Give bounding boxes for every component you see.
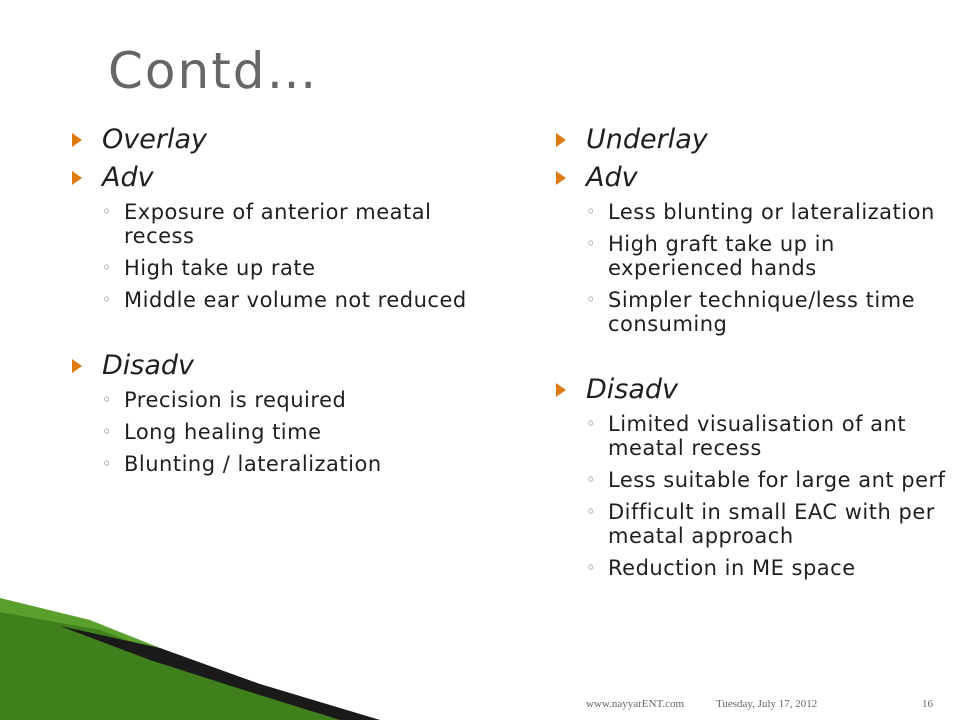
item-text: High take up rate	[124, 256, 316, 280]
ring-bullet-icon: ◦	[586, 502, 596, 521]
list-item	[72, 288, 472, 312]
heading-text: Adv	[586, 162, 638, 193]
slide-title: Contd…	[108, 42, 319, 100]
item-text: Simpler technique/less time consuming	[608, 288, 916, 336]
bullet-arrow-icon	[556, 383, 566, 397]
list-item	[72, 452, 472, 476]
list-item	[556, 556, 946, 580]
left-column	[72, 124, 472, 484]
ring-bullet-icon: ◦	[102, 454, 112, 473]
item-text: Exposure of anterior meatal recess	[124, 200, 432, 248]
heading-text: Disadv	[102, 350, 195, 381]
list-item	[556, 288, 946, 336]
item-text: Less suitable for large ant perf	[608, 468, 946, 492]
heading-text: Overlay	[102, 124, 207, 155]
bullet-arrow-icon	[72, 133, 82, 147]
ring-bullet-icon: ◦	[586, 470, 596, 489]
bullet-arrow-icon	[556, 171, 566, 185]
list-item	[556, 412, 946, 460]
bullet-arrow-icon	[556, 133, 566, 147]
list-item	[72, 420, 472, 444]
heading-text: Adv	[102, 162, 154, 193]
item-text: High graft take up in experienced hands	[608, 232, 835, 280]
ring-bullet-icon: ◦	[102, 290, 112, 309]
footer-website: www.nayyarENT.com	[586, 698, 685, 710]
item-text: Less blunting or lateralization	[608, 200, 935, 224]
item-text: Middle ear volume not reduced	[124, 288, 467, 312]
list-item	[556, 500, 946, 548]
bullet-arrow-icon	[72, 359, 82, 373]
ring-bullet-icon: ◦	[586, 234, 596, 253]
right-column	[556, 124, 946, 588]
ring-bullet-icon: ◦	[586, 558, 596, 577]
item-text: Limited visualisation of ant meatal recess	[608, 412, 907, 460]
heading-text: Disadv	[586, 374, 679, 405]
heading-disadv	[556, 374, 946, 406]
item-text: Precision is required	[124, 388, 347, 412]
item-text: Reduction in ME space	[608, 556, 856, 580]
list-item	[556, 232, 946, 280]
list-item	[72, 388, 472, 412]
item-text: Long healing time	[124, 420, 322, 444]
ring-bullet-icon: ◦	[586, 414, 596, 433]
heading-adv	[72, 162, 472, 194]
heading-disadv	[72, 350, 472, 382]
ring-bullet-icon: ◦	[586, 202, 596, 221]
ring-bullet-icon: ◦	[102, 390, 112, 409]
heading-overlay	[72, 124, 472, 156]
list-item	[556, 200, 946, 224]
footer-page-number: 16	[922, 698, 933, 710]
ring-bullet-icon: ◦	[586, 290, 596, 309]
heading-text: Underlay	[586, 124, 708, 155]
ring-bullet-icon: ◦	[102, 422, 112, 441]
bullet-arrow-icon	[72, 171, 82, 185]
ring-bullet-icon: ◦	[102, 202, 112, 221]
footer-date: Tuesday, July 17, 2012	[716, 698, 818, 710]
list-item	[72, 256, 472, 280]
list-item	[556, 468, 946, 492]
corner-swoosh-decoration	[0, 590, 420, 720]
list-item	[72, 200, 472, 248]
ring-bullet-icon: ◦	[102, 258, 112, 277]
heading-adv	[556, 162, 946, 194]
heading-underlay	[556, 124, 946, 156]
item-text: Difficult in small EAC with per meatal approach	[608, 500, 935, 548]
item-text: Blunting / lateralization	[124, 452, 382, 476]
